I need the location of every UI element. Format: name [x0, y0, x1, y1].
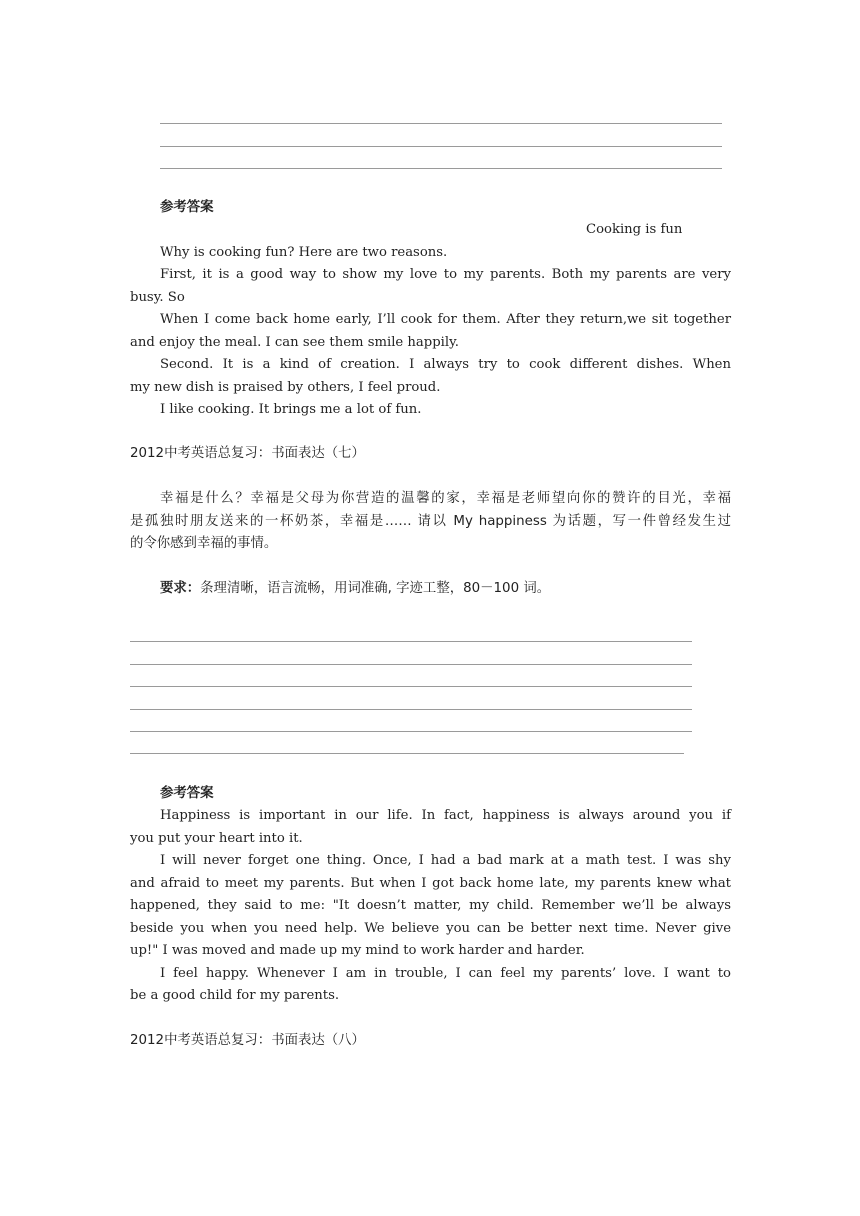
- essay-line: you put your heart into it.: [130, 831, 303, 846]
- prompt-line: 是孤独时朋友送来的一杯奶茶，幸福是…… 请以 My happiness 为话题，写一件曾经发生过: [130, 514, 731, 529]
- essay-line: be a good child for my parents.: [130, 988, 340, 1003]
- requirements-text: 条理清晰，语言流畅，用词准确, 字迹工整，80－100 词。: [200, 581, 551, 596]
- essay-line: and enjoy the meal. I can see them smile happily.: [130, 335, 459, 350]
- prompt-line: 幸福是什么？幸福是父母为你营造的温馨的家，幸福是老师望向你的赞许的目光，幸福: [160, 491, 731, 506]
- essay-title: Cooking is fun: [586, 222, 683, 237]
- writing-line: [130, 753, 684, 754]
- section-title: 2012中考英语总复习：书面表达（七）: [130, 446, 365, 461]
- essay-line: I like cooking. It brings me a lot of fun.: [160, 402, 422, 417]
- prompt-line: 的令你感到幸福的事情。: [130, 536, 278, 551]
- essay-line: and afraid to meet my parents. But when I got back home late, my parents knew what: [130, 876, 731, 891]
- writing-line: [130, 664, 692, 665]
- essay-line: I feel happy. Whenever I am in trouble, I can feel my parents’ love. I want to: [160, 966, 731, 981]
- writing-line: [160, 146, 722, 147]
- essay-line: beside you when you need help. We believe you can be better next time. Never give: [130, 921, 731, 936]
- requirements-label: 要求：: [160, 581, 201, 596]
- essay-line: First, it is a good way to show my love to my parents. Both my parents are very: [160, 267, 731, 282]
- essay-line: When I come back home early, I’ll cook for them. After they return,we sit together: [160, 312, 731, 327]
- requirements: [160, 578, 550, 601]
- essay-line: Happiness is important in our life. In fact, happiness is always around you if: [160, 808, 731, 823]
- writing-line: [130, 686, 692, 687]
- answer-heading: 参考答案: [160, 786, 214, 801]
- essay-line: my new dish is praised by others, I feel proud.: [130, 380, 441, 395]
- writing-line: [130, 709, 692, 710]
- essay-line: Why is cooking fun? Here are two reasons.: [160, 245, 448, 260]
- answer-heading: 参考答案: [160, 200, 214, 215]
- essay-line: Second. It is a kind of creation. I always try to cook different dishes. When: [160, 357, 731, 372]
- writing-line: [160, 123, 722, 124]
- essay-line: happened, they said to me: "It doesn’t matter, my child. Remember we’ll be always: [130, 898, 731, 913]
- writing-line: [160, 168, 722, 169]
- essay-line: I will never forget one thing. Once, I had a bad mark at a math test. I was shy: [160, 853, 731, 868]
- essay-line: up!" I was moved and made up my mind to work harder and harder.: [130, 943, 585, 958]
- writing-line: [130, 731, 692, 732]
- essay-line: busy. So: [130, 290, 185, 305]
- section-title: 2012中考英语总复习：书面表达（八）: [130, 1033, 365, 1048]
- writing-line: [130, 641, 692, 642]
